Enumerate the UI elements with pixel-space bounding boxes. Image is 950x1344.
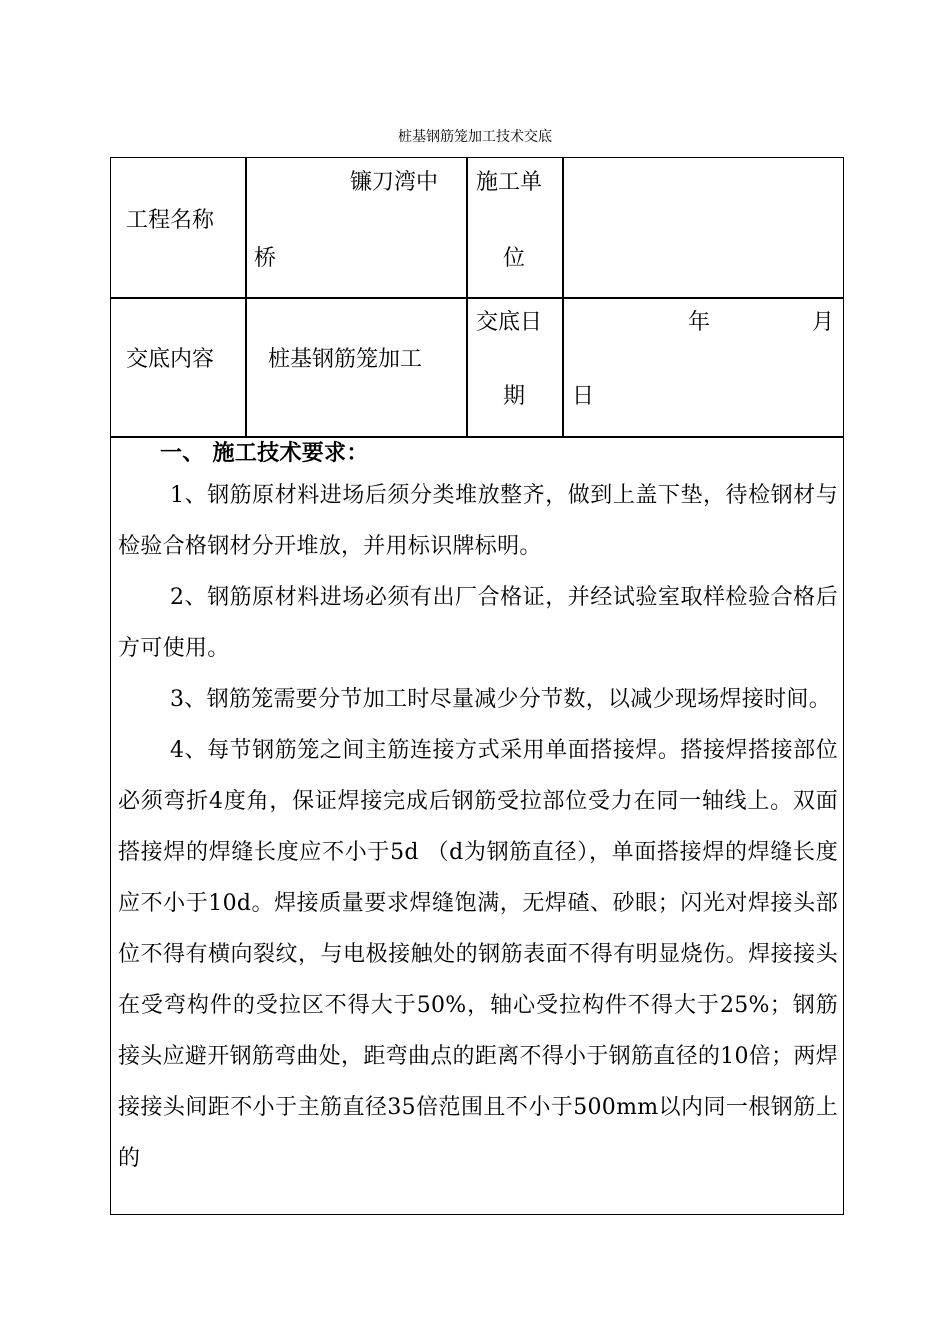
- section-heading: 一、 施工技术要求：: [160, 440, 369, 466]
- construction-unit-label-line1: 施工单: [476, 170, 543, 195]
- date-label-line1: 交底日: [476, 310, 543, 335]
- date-label-line2: 期: [503, 384, 526, 409]
- requirement-paragraph-2: 2、钢筋原材料进场必须有出厂合格证，并经试验室取样检验合格后方可使用。: [118, 585, 838, 661]
- requirement-paragraph-4: 4、每节钢筋笼之间主筋连接方式采用单面搭接焊。搭接焊搭接部位必须弯折4度角，保证焊接完成后钢筋受拉部位受力在同一轴线上。双面搭接焊的焊缝长度应不小于5d （d为钢筋直径），单面搭接焊的焊缝长度应不小于10d。焊接质量要求焊缝饱满，无焊碴、砂眼；闪光对焊接头部位不得有横向裂纹，与电极接触处的钢筋表面不得有明显烧伤。焊接接头在受弯构件的受拉区不得大于50%，轴心受拉构件不得大于25%；钢筋接头应避开钢筋弯曲处，距弯曲点的距离不得小于钢筋直径的10倍；两焊接接头间距不小于主筋直径35倍范围且不小于500mm以内同一根钢筋上的: [118, 738, 838, 1171]
- content-label: 交底内容: [126, 347, 215, 372]
- date-month-label: 月: [812, 310, 835, 335]
- technical-requirements-body: [118, 436, 838, 1184]
- project-name-value-line1: 镰刀湾中: [350, 170, 439, 195]
- construction-unit-label-line2: 位: [503, 246, 526, 271]
- content-value: 桩基钢筋笼加工: [268, 347, 423, 372]
- project-name-label: 工程名称: [126, 208, 215, 233]
- row-divider: [110, 297, 844, 299]
- document-title: 桩基钢筋笼加工技术交底: [398, 129, 552, 145]
- requirement-paragraph-1: 1、钢筋原材料进场后须分类堆放整齐，做到上盖下垫，待检钢材与检验合格钢材分开堆放，并用标识牌标明。: [118, 483, 838, 559]
- date-day-label: 日: [572, 384, 595, 409]
- date-year-label: 年: [688, 310, 711, 335]
- project-name-value-line2: 桥: [254, 246, 277, 271]
- requirement-paragraph-3: 3、钢筋笼需要分节加工时尽量减少分节数，以减少现场焊接时间。: [170, 687, 831, 712]
